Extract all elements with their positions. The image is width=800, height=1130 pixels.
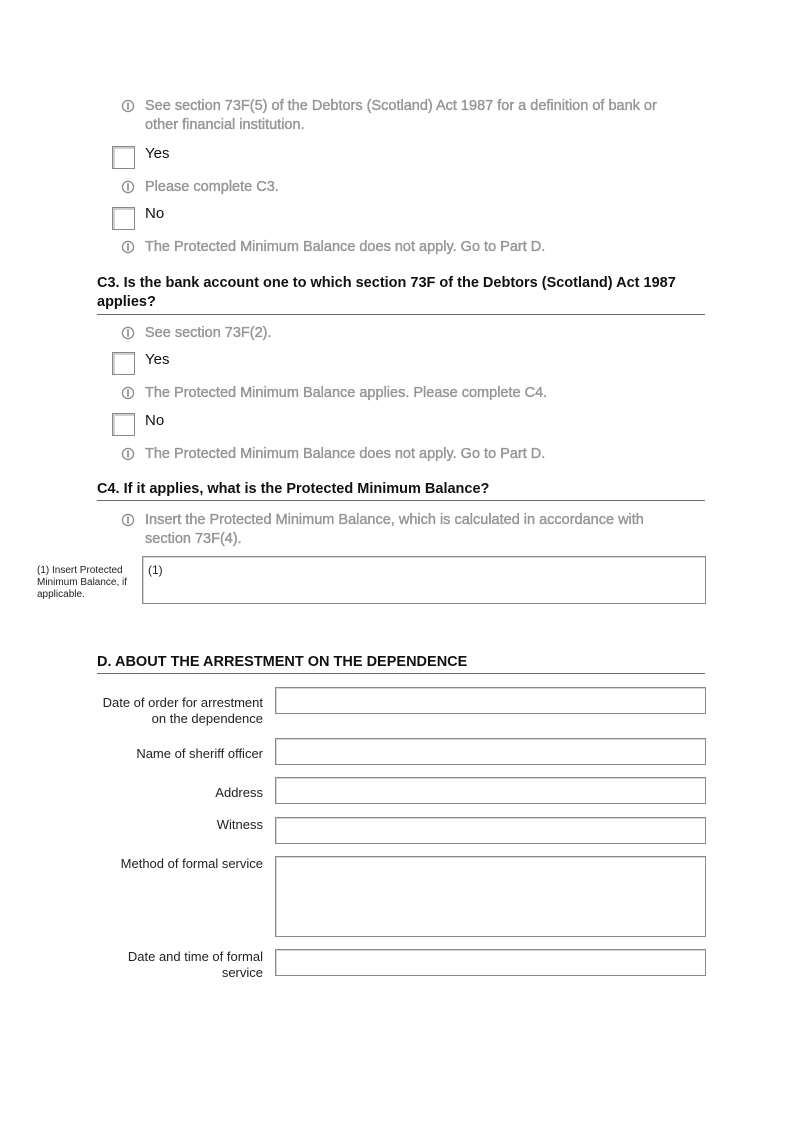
c4-hint-text: Insert the Protected Minimum Balance, which is calculated in accordance with section 73F(4). (145, 512, 644, 547)
section-d-divider (97, 673, 705, 674)
c2-yes-checkbox[interactable] (112, 146, 135, 169)
info-icon (121, 386, 135, 400)
c3-yes-hint (121, 384, 681, 403)
witness-label: Witness (216, 817, 263, 832)
method-of-service-label: Method of formal service (120, 856, 263, 871)
c3-yes-hint-text: The Protected Minimum Balance applies. Please complete C4. (145, 385, 548, 401)
c3-yes-checkbox[interactable] (112, 352, 135, 375)
info-icon (121, 99, 135, 113)
witness-field[interactable] (275, 817, 706, 844)
c4-margin-note: (1) Insert Protected Minimum Balance, if applicable. (37, 565, 128, 600)
info-icon (121, 513, 135, 527)
address-label: Address (215, 785, 263, 800)
method-of-service-field[interactable] (275, 856, 706, 937)
c3-no-hint-text: The Protected Minimum Balance does not apply. Go to Part D. (145, 446, 546, 462)
c2-no-hint (121, 238, 681, 257)
c3-heading: C3. Is the bank account one to which section 73F of the Debtors (Scotland) Act 1987 applies? (97, 275, 676, 310)
c4-heading: C4. If it applies, what is the Protected Minimum Balance? (97, 481, 490, 497)
c2-no-label: No (145, 205, 165, 222)
info-icon (121, 326, 135, 340)
section-d-heading: D. ABOUT THE ARRESTMENT ON THE DEPENDENCE (97, 654, 468, 670)
c2-yes-hint (121, 178, 681, 197)
date-of-order-label: Date of order for arrestment on the dependence (102, 695, 263, 726)
c2-yes-hint-text: Please complete C3. (145, 179, 279, 195)
field-marker: (1) (148, 563, 163, 577)
protected-minimum-balance-field[interactable] (142, 556, 706, 604)
c3-hint (121, 324, 681, 343)
c2-no-hint-text: The Protected Minimum Balance does not apply. Go to Part D. (145, 239, 546, 255)
c4-hint (121, 511, 681, 549)
date-of-order-field[interactable] (275, 687, 706, 714)
c3-no-label: No (145, 412, 165, 429)
date-time-service-field[interactable] (275, 949, 706, 976)
c4-divider (97, 500, 705, 501)
c2-hint (121, 97, 681, 135)
date-time-service-label: Date and time of formal service (127, 949, 263, 980)
sheriff-officer-field[interactable] (275, 738, 706, 765)
info-icon (121, 180, 135, 194)
c3-hint-text: See section 73F(2). (145, 325, 272, 341)
c2-yes-label: Yes (145, 145, 170, 162)
info-icon (121, 447, 135, 461)
c2-no-checkbox[interactable] (112, 207, 135, 230)
sheriff-officer-label: Name of sheriff officer (136, 746, 263, 761)
c3-no-hint (121, 445, 681, 464)
c3-divider (97, 314, 705, 315)
c2-hint-text: See section 73F(5) of the Debtors (Scotland) Act 1987 for a definition of bank or other financial institution. (145, 98, 657, 133)
address-field[interactable] (275, 777, 706, 804)
info-icon (121, 240, 135, 254)
c3-yes-label: Yes (145, 351, 170, 368)
c3-no-checkbox[interactable] (112, 413, 135, 436)
